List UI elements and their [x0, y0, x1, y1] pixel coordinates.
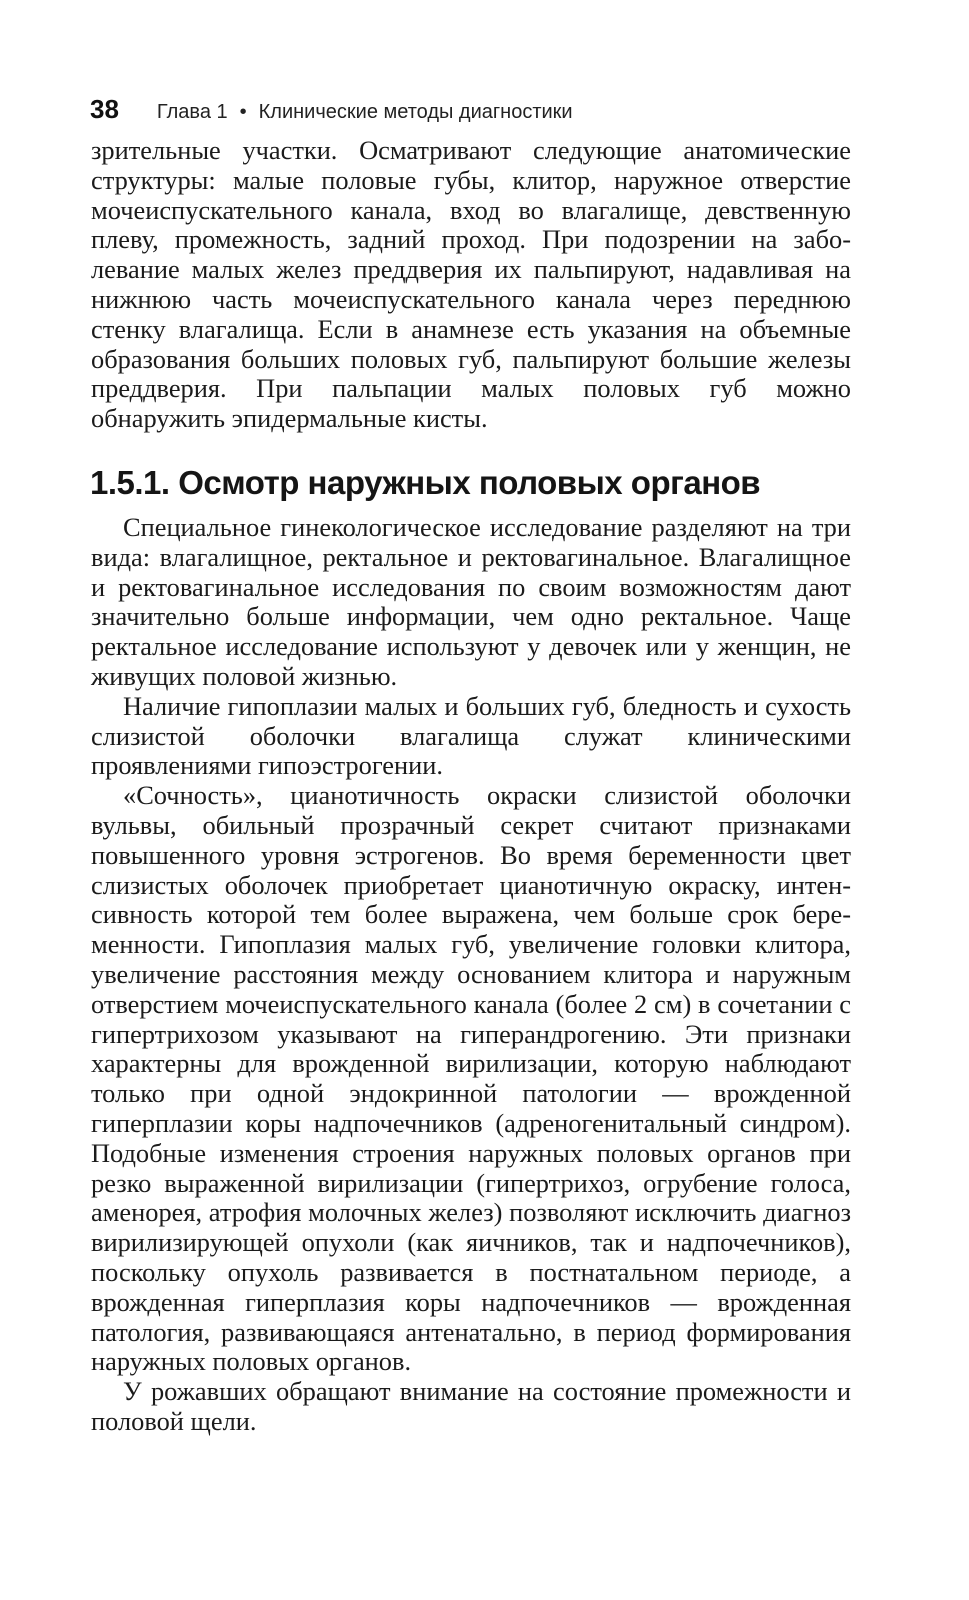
- paragraph: У рожавших обращают внимание на состояние промежности и половой щели.: [91, 1376, 851, 1436]
- paragraph: «Сочность», цианотичность окраски слизистой оболочки вульвы, обильный прозрачный секрет считают признаками повышенного уровня эстрогенов. Во время беременности цвет слизистых оболочек приобретает цианотичную окраску, интенсивность которой тем более выражена, чем больше срок беременности. Гипоплазия малых губ, увеличение головки клитора, увеличение расстояния между основанием клитора и наружным отверстием мочеиспускательного канала (более 2 см) в сочетании с гипертрихозом указывают на гиперандрогению. Эти признаки характерны для врожденной вирилизации, которую наблюдают только при одной эндокринной патологии — врожденной гиперплазии коры надпочечников (адреногенитальный синдром). Подобные изменения строения наружных половых органов при резко выраженной вирилизации (гипертрихоз, огрубение голоса, аменорея, атрофия молочных желез) позволяют исключить диагноз вирилизирующей опухоли (как яичников, так и надпочечников), поскольку опухоль развивается в постнатальном периоде, а врожденная гиперплазия коры надпочечников — врожденная патология, развивающаяся антенатально, в период формирования наружных половых органов.: [91, 780, 851, 1377]
- section-body: [91, 513, 851, 1437]
- paragraph: Наличие гипоплазии малых и больших губ, бледность и сухость слизистой оболочки влагалища служат клиническими проявлениями гипоэстрогении.: [91, 690, 851, 781]
- chapter-label: Глава 1: [156, 101, 228, 123]
- page-number: 38: [90, 94, 119, 124]
- paragraph: Специальное гинекологическое исследование разделяют на три вида: влагалищное, ректальное и ректовагинальное. Влагалищное и ректовагинальное исследования по своим возможностям дают значительно больше информации, чем одно ректальное. Чаще ректальное исследование используют у девочек или у женщин, не живущих половой жизнью.: [91, 512, 851, 691]
- chapter-title: Клинические методы диагностики: [258, 101, 573, 123]
- section-heading: 1.5.1. Осмотр наружных половых органов: [90, 464, 761, 501]
- bullet-separator: •: [239, 101, 247, 123]
- running-header: [90, 94, 870, 128]
- lead-text-block: [91, 136, 851, 434]
- lead-paragraph: зрительные участки. Осматривают следующие анатомические структуры: малые половые губы, клитор, наружное отверстие мочеиспускательного канала, вход во влагалище, девственную плеву, промежность, задний проход. При подозрении на заболевание малых желез преддверия их пальпируют, надавливая на нижнюю часть мочеиспускательного канала через переднюю стенку влагалища. Если в анамнезе есть указания на объемные образования больших половых губ, пальпируют большие железы преддверия. При пальпации малых половых губ можно обнаружить эпидермальные кисты.: [91, 135, 851, 434]
